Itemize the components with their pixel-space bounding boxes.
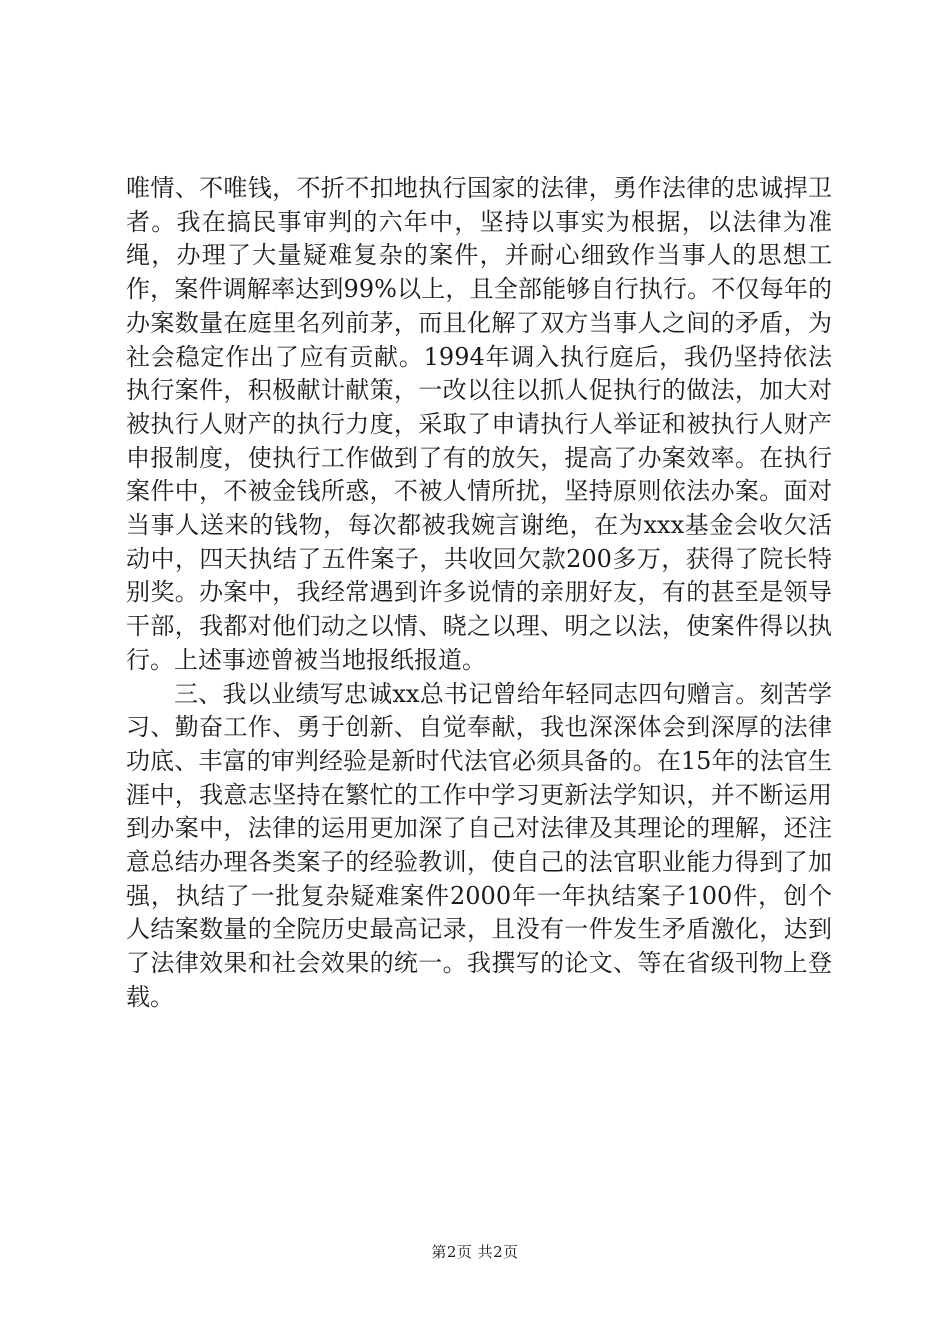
page-number-footer: 第2页 共2页 [431,1243,519,1261]
paragraph-continued: 唯情、不唯钱，不折不扣地执行国家的法律，勇作法律的忠诚捍卫者。我在搞民事审判的六年中，坚持以事实为根据，以法律为准绳，办理了大量疑难复杂的案件，并耐心细致作当事人的思想工作，案件调解率达到99%以上，且全部能够自行执行。不仅每年的办案数量在庭里名列前茅，而且化解了双方当事人之间的矛盾，为社会稳定作出了应有贡献。1994年调入执行庭后，我仍坚持依法执行案件，积极献计献策，一改以往以抓人促执行的做法，加大对被执行人财产的执行力度，采取了申请执行人举证和被执行人财产申报制度，使执行工作做到了有的放矢，提高了办案效率。在执行案件中，不被金钱所惑，不被人情所扰，坚持原则依法办案。面对当事人送来的钱物，每次都被我婉言谢绝，在为xxx基金会收欠活动中，四天执结了五件案子，共收回欠款200多万，获得了院长特别奖。办案中，我经常遇到许多说情的亲朋好友，有的甚至是领导干部，我都对他们动之以情、晓之以理、明之以法，使案件得以执行。上述事迹曾被当地报纸报道。 [126,174,832,674]
paragraph-section-three: 三、我以业绩写忠诚xx总书记曾给年轻同志四句赠言。刻苦学习、勤奋工作、勇于创新、自觉奉献，我也深深体会到深厚的法律功底、丰富的审判经验是新时代法官必须具备的。在15年的法官生涯中，我意志坚持在繁忙的工作中学习更新法学知识，并不断运用到办案中，法律的运用更加深了自己对法律及其理论的理解，还注意总结办理各类案子的经验教训，使自己的法官职业能力得到了加强，执结了一批复杂疑难案件2000年一年执结案子100件，创个人结案数量的全院历史最高记录，且没有一件发生矛盾激化，达到了法律效果和社会效果的统一。我撰写的论文、等在省级刊物上登载。 [126,679,832,1011]
document-body [126,172,832,1015]
